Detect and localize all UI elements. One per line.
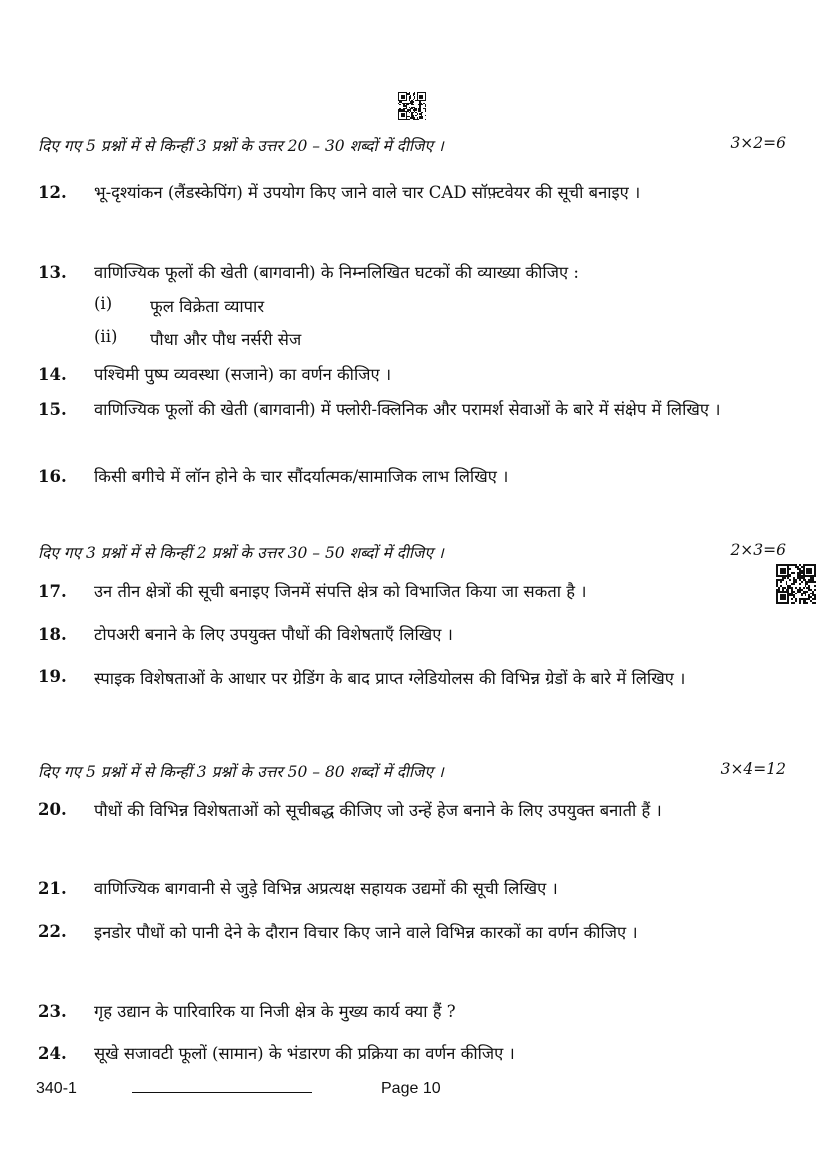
- marks-label: 2×3=6: [730, 541, 786, 559]
- question-text: वाणिज्यिक फूलों की खेती (बागवानी) में फ्लोरी-क्लिनिक और परामर्श सेवाओं के बारे में संक्षेप में लिखिए ।: [94, 400, 721, 419]
- question-text: पश्चिमी पुष्प व्यवस्था (सजाने) का वर्णन कीजिए ।: [94, 365, 392, 384]
- instruction-text: दिए गए 3 प्रश्नों में से किन्हीं 2 प्रश्नों के उत्तर 30 – 50 शब्दों में दीजिए ।: [38, 544, 444, 562]
- marks-label: 3×2=6: [730, 134, 786, 152]
- question-number: 24.: [38, 1044, 67, 1063]
- instruction-text: दिए गए 5 प्रश्नों में से किन्हीं 3 प्रश्नों के उत्तर 20 – 30 शब्दों में दीजिए ।: [38, 137, 444, 155]
- section-instruction: [38, 760, 786, 782]
- question-text: टोपअरी बनाने के लिए उपयुक्त पौधों की विशेषताएँ लिखिए ।: [94, 625, 453, 644]
- question-number: 22.: [38, 922, 67, 941]
- question-number: 14.: [38, 365, 67, 384]
- question-text: वाणिज्यिक बागवानी से जुड़े विभिन्न अप्रत्यक्ष सहायक उद्यमों की सूची लिखिए ।: [94, 879, 558, 898]
- question-text: वाणिज्यिक फूलों की खेती (बागवानी) के निम्नलिखित घटकों की व्याख्या कीजिए :: [94, 263, 579, 282]
- section-instruction: [38, 134, 786, 156]
- question-text: गृह उद्यान के पारिवारिक या निजी क्षेत्र के मुख्य कार्य क्या हैं ?: [94, 1002, 456, 1021]
- paper-code: 340-1: [36, 1080, 77, 1097]
- question-text: भू-दृश्यांकन (लैंडस्केपिंग) में उपयोग किए जाने वाले चार CAD सॉफ़्टवेयर की सूची बनाइए ।: [94, 183, 641, 202]
- question-number: 21.: [38, 879, 67, 898]
- question-number: 13.: [38, 263, 67, 282]
- subpart-text: पौधा और पौध नर्सरी सेज: [150, 330, 302, 349]
- question-text: पौधों की विभिन्न विशेषताओं को सूचीबद्ध कीजिए जो उन्हें हेज बनाने के लिए उपयुक्त बनाती हैं ।: [94, 801, 662, 820]
- question-text: स्पाइक विशेषताओं के आधार पर ग्रेडिंग के बाद प्राप्त ग्लेडियोलस की विभिन्न ग्रेडों के बारे में लिखिए ।: [94, 669, 686, 688]
- question-number: 12.: [38, 183, 67, 202]
- page-number: Page 10: [381, 1080, 441, 1097]
- question-text: इनडोर पौधों को पानी देने के दौरान विचार किए जाने वाले विभिन्न कारकों का वर्णन कीजिए ।: [94, 923, 638, 942]
- question-text: उन तीन क्षेत्रों की सूची बनाइए जिनमें संपत्ति क्षेत्र को विभाजित किया जा सकता है ।: [94, 582, 587, 601]
- question-number: 15.: [38, 400, 67, 419]
- section-instruction: [38, 541, 786, 563]
- instruction-text: दिए गए 5 प्रश्नों में से किन्हीं 3 प्रश्नों के उत्तर 50 – 80 शब्दों में दीजिए ।: [38, 763, 444, 781]
- footer-divider: [132, 1092, 312, 1093]
- subpart-text: फूल विक्रेता व्यापार: [150, 297, 265, 316]
- subpart-label: (i): [94, 294, 113, 313]
- question-number: 18.: [38, 625, 67, 644]
- marks-label: 3×4=12: [720, 760, 786, 778]
- question-number: 19.: [38, 667, 67, 686]
- question-number: 23.: [38, 1002, 67, 1021]
- question-number: 16.: [38, 467, 67, 486]
- subpart-label: (ii): [94, 327, 118, 346]
- question-number: 20.: [38, 800, 67, 819]
- question-text: किसी बगीचे में लॉन होने के चार सौंदर्यात्मक/सामाजिक लाभ लिखिए ।: [94, 467, 509, 486]
- question-text: सूखे सजावटी फूलों (सामान) के भंडारण की प्रक्रिया का वर्णन कीजिए ।: [94, 1044, 515, 1063]
- question-number: 17.: [38, 582, 67, 601]
- qr-code-icon: [398, 92, 426, 120]
- qr-code-icon: [776, 564, 816, 604]
